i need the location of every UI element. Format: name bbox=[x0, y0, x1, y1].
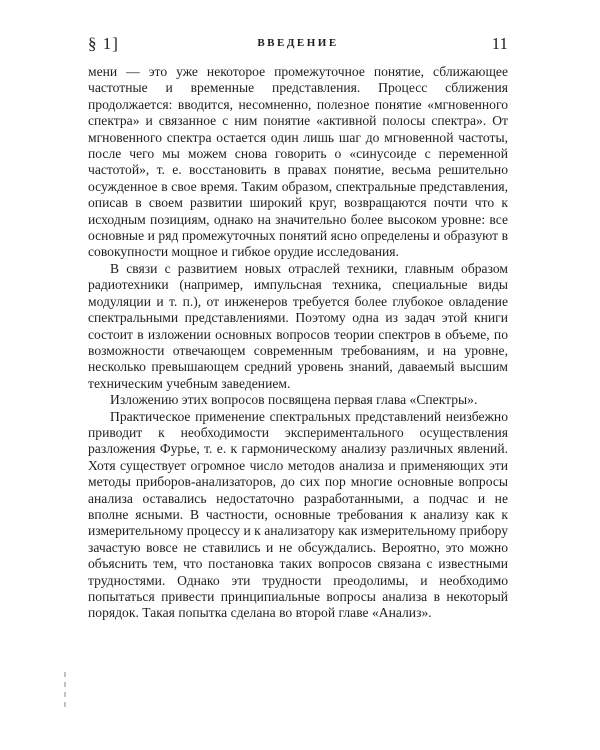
margin-mark bbox=[64, 672, 66, 710]
book-page bbox=[88, 34, 508, 622]
chapter-title: ВВЕДЕНИЕ bbox=[257, 37, 339, 49]
paragraph: В связи с развитием новых отраслей техники, главным образом радиотехники (например, импульсная техника, специальные виды модуляции и т. п.), от инженеров требуется более глубокое овладение спектральными представлениями. Поэтому одна из задач этой книги состоит в изложении основных вопросов теории спектров в объеме, по возможности отвечающем современным требованиям, и на уровне, несколько превышающем средний уровень знаний, даваемый высшим техническим учебным заведением. bbox=[88, 260, 508, 391]
paragraph: Практическое применение спектральных представлений неизбежно приводит к необходимости экспериментального осуществления разложения Фурье, т. е. к гармоническому анализу различных явлений. Хотя существует огромное число методов анализа и применяющих эти методы приборов-анализаторов, до сих пор многие основные вопросы анализа оставались недостаточно разработанными, а подчас и не вполне ясными. В частности, основные требования к анализу как к измерительному процессу и к анализатору как измерительному прибору зачастую вовсе не ставились и не обсуждались. Вероятно, это можно объяснить тем, что постановка таких вопросов связана с известными трудностями. Однако эти трудности преодолимы, и необходимо попытаться привести принципиальные вопросы анализа в некоторый порядок. Такая попытка сделана во второй главе «Анализ». bbox=[88, 408, 508, 621]
running-head bbox=[88, 34, 508, 64]
paragraph: Изложению этих вопросов посвящена первая глава «Спектры». bbox=[110, 392, 478, 408]
body-text bbox=[88, 64, 508, 622]
page-number: 11 bbox=[491, 34, 508, 53]
paragraph-continued: мени — это уже некоторое промежуточное понятие, сближающее частотные и временные представления. Процесс сближения продолжается: вводится, несомненно, полезное понятие «мгновенного спектра» и связанное с ним понятие «активной полосы спектра». От мгновенного спектра остается один лишь шаг до мгновенной частоты, после чего мы можем снова говорить о «синусоиде с переменной частотой», т. е. восстановить в правах понятие, весьма решительно осужденное в свое время. Таким образом, спектральные представления, описав в своем развитии широкий круг, возвращаются почти что к исходным позициям, однако на значительно более высоком уровне: все основные и ряд промежуточных понятий ясно определены и образуют в совокупности мощное и гибкое орудие исследования. bbox=[88, 64, 508, 260]
section-reference: § 1] bbox=[88, 34, 119, 53]
